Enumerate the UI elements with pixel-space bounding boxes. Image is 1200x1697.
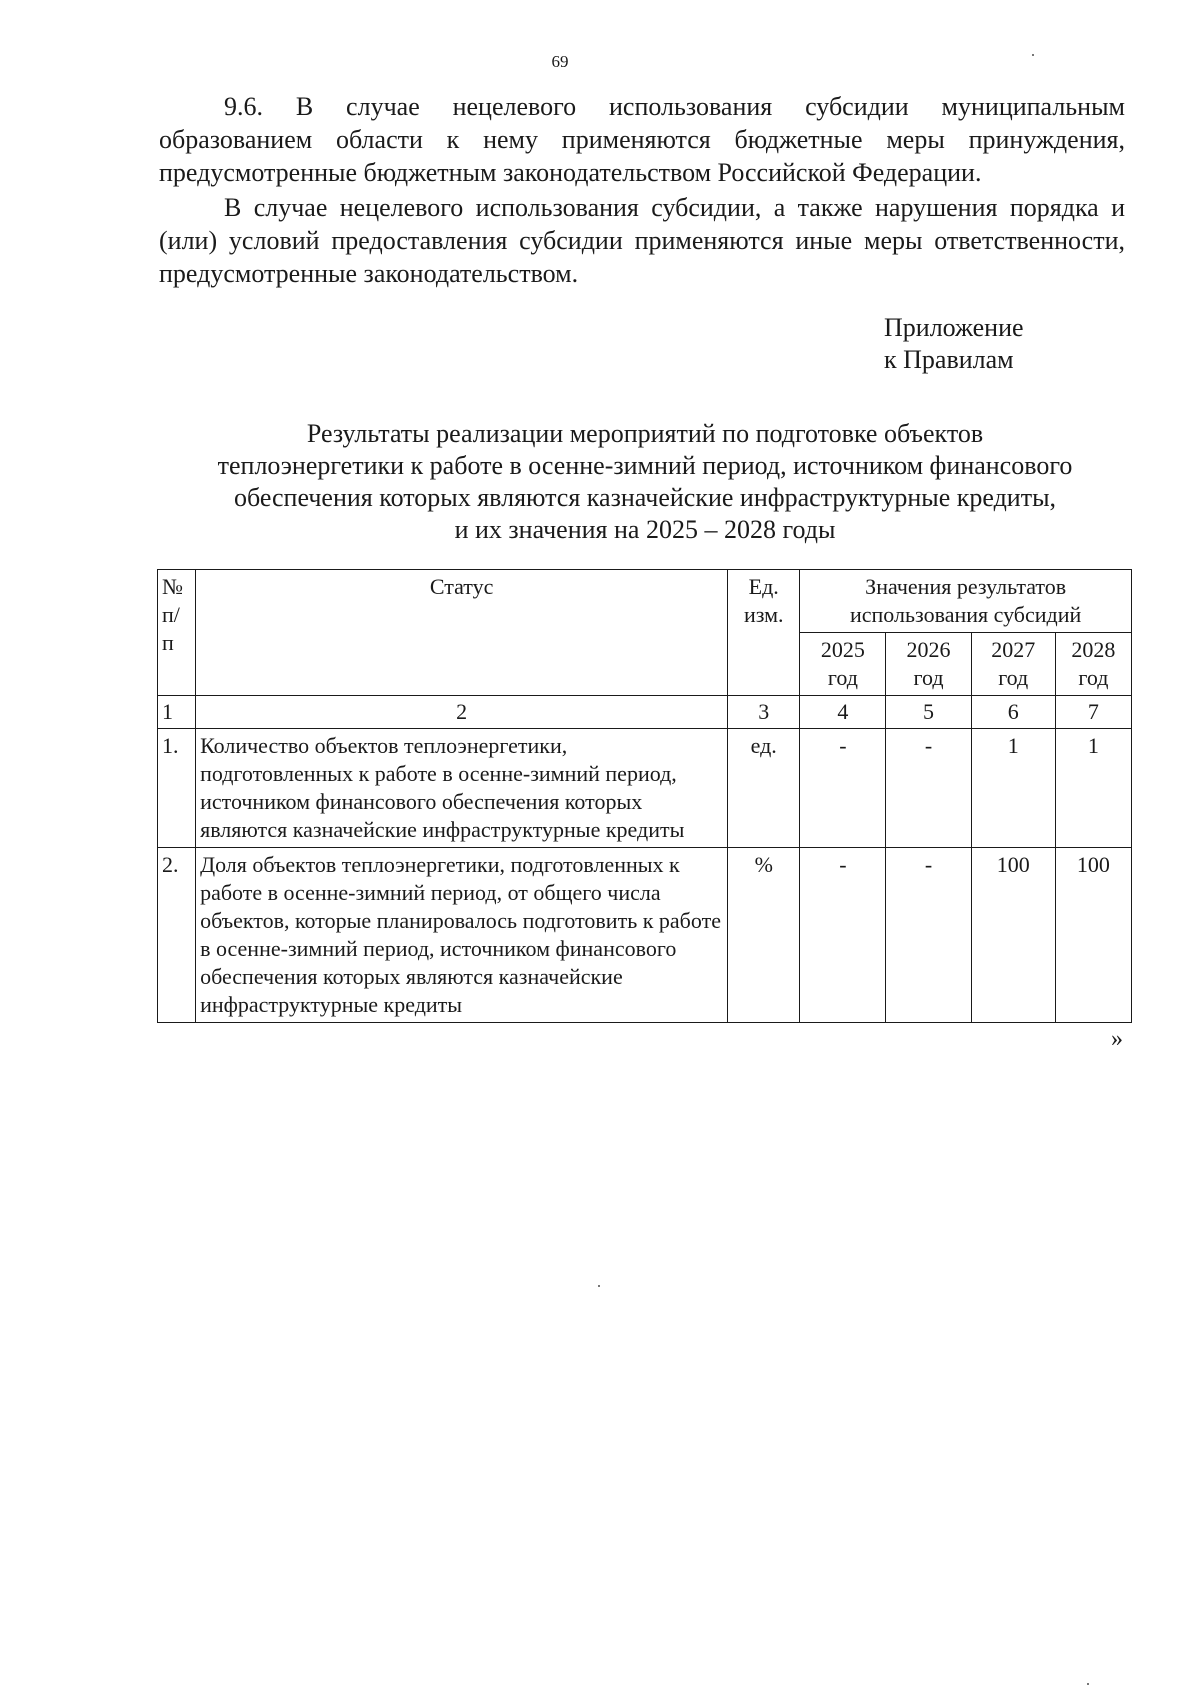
appendix-line-2: к Правилам <box>884 345 1014 374</box>
paragraph-9-6-text: 9.6. В случае нецелевого использования субсидии муниципальным образованием области к нему применяются бюджетные меры принуждения, предусмотренные бюджетным законодательством Российской Федерации. <box>159 92 1125 187</box>
table-title-line-2: теплоэнергетики к работе в осенне-зимний период, источником финансового <box>217 451 1073 480</box>
table-title-line-4: и их значения на 2025 – 2028 годы <box>454 515 836 544</box>
table-title-line-3: обеспечения которых являются казначейские инфраструктурные кредиты, <box>233 483 1057 512</box>
header-num: № п/п <box>158 570 196 696</box>
index-cell: 7 <box>1055 696 1131 729</box>
row-num: 1. <box>158 729 196 848</box>
scan-speck <box>598 1285 600 1287</box>
header-year-2027: 2027 год <box>971 633 1055 696</box>
header-status: Статус <box>196 570 728 696</box>
index-cell: 5 <box>886 696 971 729</box>
table-row <box>158 729 1132 848</box>
paragraph-liability-text: В случае нецелевого использования субсидии, а также нарушения порядка и (или) условий предоставления субсидии применяются иные меры ответственности, предусмотренные законодательством. <box>159 193 1125 288</box>
header-year-2028: 2028 год <box>1055 633 1131 696</box>
table-index-row <box>158 696 1132 729</box>
row-value-2026: - <box>886 729 971 848</box>
scan-speck <box>1087 1683 1089 1685</box>
row-status: Количество объектов теплоэнергетики, подготовленных к работе в осенне-зимний период, источником финансового обеспечения которых являются казначейские инфраструктурные кредиты <box>196 729 728 848</box>
page-number: 69 <box>551 52 569 71</box>
row-value-2028: 1 <box>1055 729 1131 848</box>
index-cell: 4 <box>800 696 886 729</box>
header-year-2025: 2025 год <box>800 633 886 696</box>
row-status: Доля объектов теплоэнергетики, подготовленных к работе в осенне-зимний период, от общего числа объектов, которые планировалось подготовить к работе в осенне-зимний период, источником финансового обеспечения которых являются казначейские инфраструктурные кредиты <box>196 848 728 1023</box>
appendix-label <box>884 312 1024 376</box>
paragraph-liability <box>159 191 1125 290</box>
table-row <box>158 848 1132 1023</box>
index-cell: 6 <box>971 696 1055 729</box>
row-value-2028: 100 <box>1055 848 1131 1023</box>
row-value-2026: - <box>886 848 971 1023</box>
index-cell: 2 <box>196 696 728 729</box>
table-title <box>150 418 1140 546</box>
row-unit: % <box>728 848 800 1023</box>
header-year-2026: 2026 год <box>886 633 971 696</box>
results-table <box>157 569 1132 1023</box>
row-value-2027: 100 <box>971 848 1055 1023</box>
paragraph-9-6 <box>159 90 1125 189</box>
header-values-group: Значения результатов использования субсидий <box>800 570 1132 633</box>
row-num: 2. <box>158 848 196 1023</box>
row-value-2027: 1 <box>971 729 1055 848</box>
header-unit: Ед. изм. <box>728 570 800 696</box>
table-header-row <box>158 570 1132 633</box>
appendix-line-1: Приложение <box>884 313 1024 342</box>
closing-quote: » <box>1111 1026 1123 1052</box>
row-value-2025: - <box>800 848 886 1023</box>
scan-speck <box>1032 54 1034 56</box>
index-cell: 3 <box>728 696 800 729</box>
row-value-2025: - <box>800 729 886 848</box>
index-cell: 1 <box>158 696 196 729</box>
row-unit: ед. <box>728 729 800 848</box>
table-title-line-1: Результаты реализации мероприятий по подготовке объектов <box>306 419 984 448</box>
